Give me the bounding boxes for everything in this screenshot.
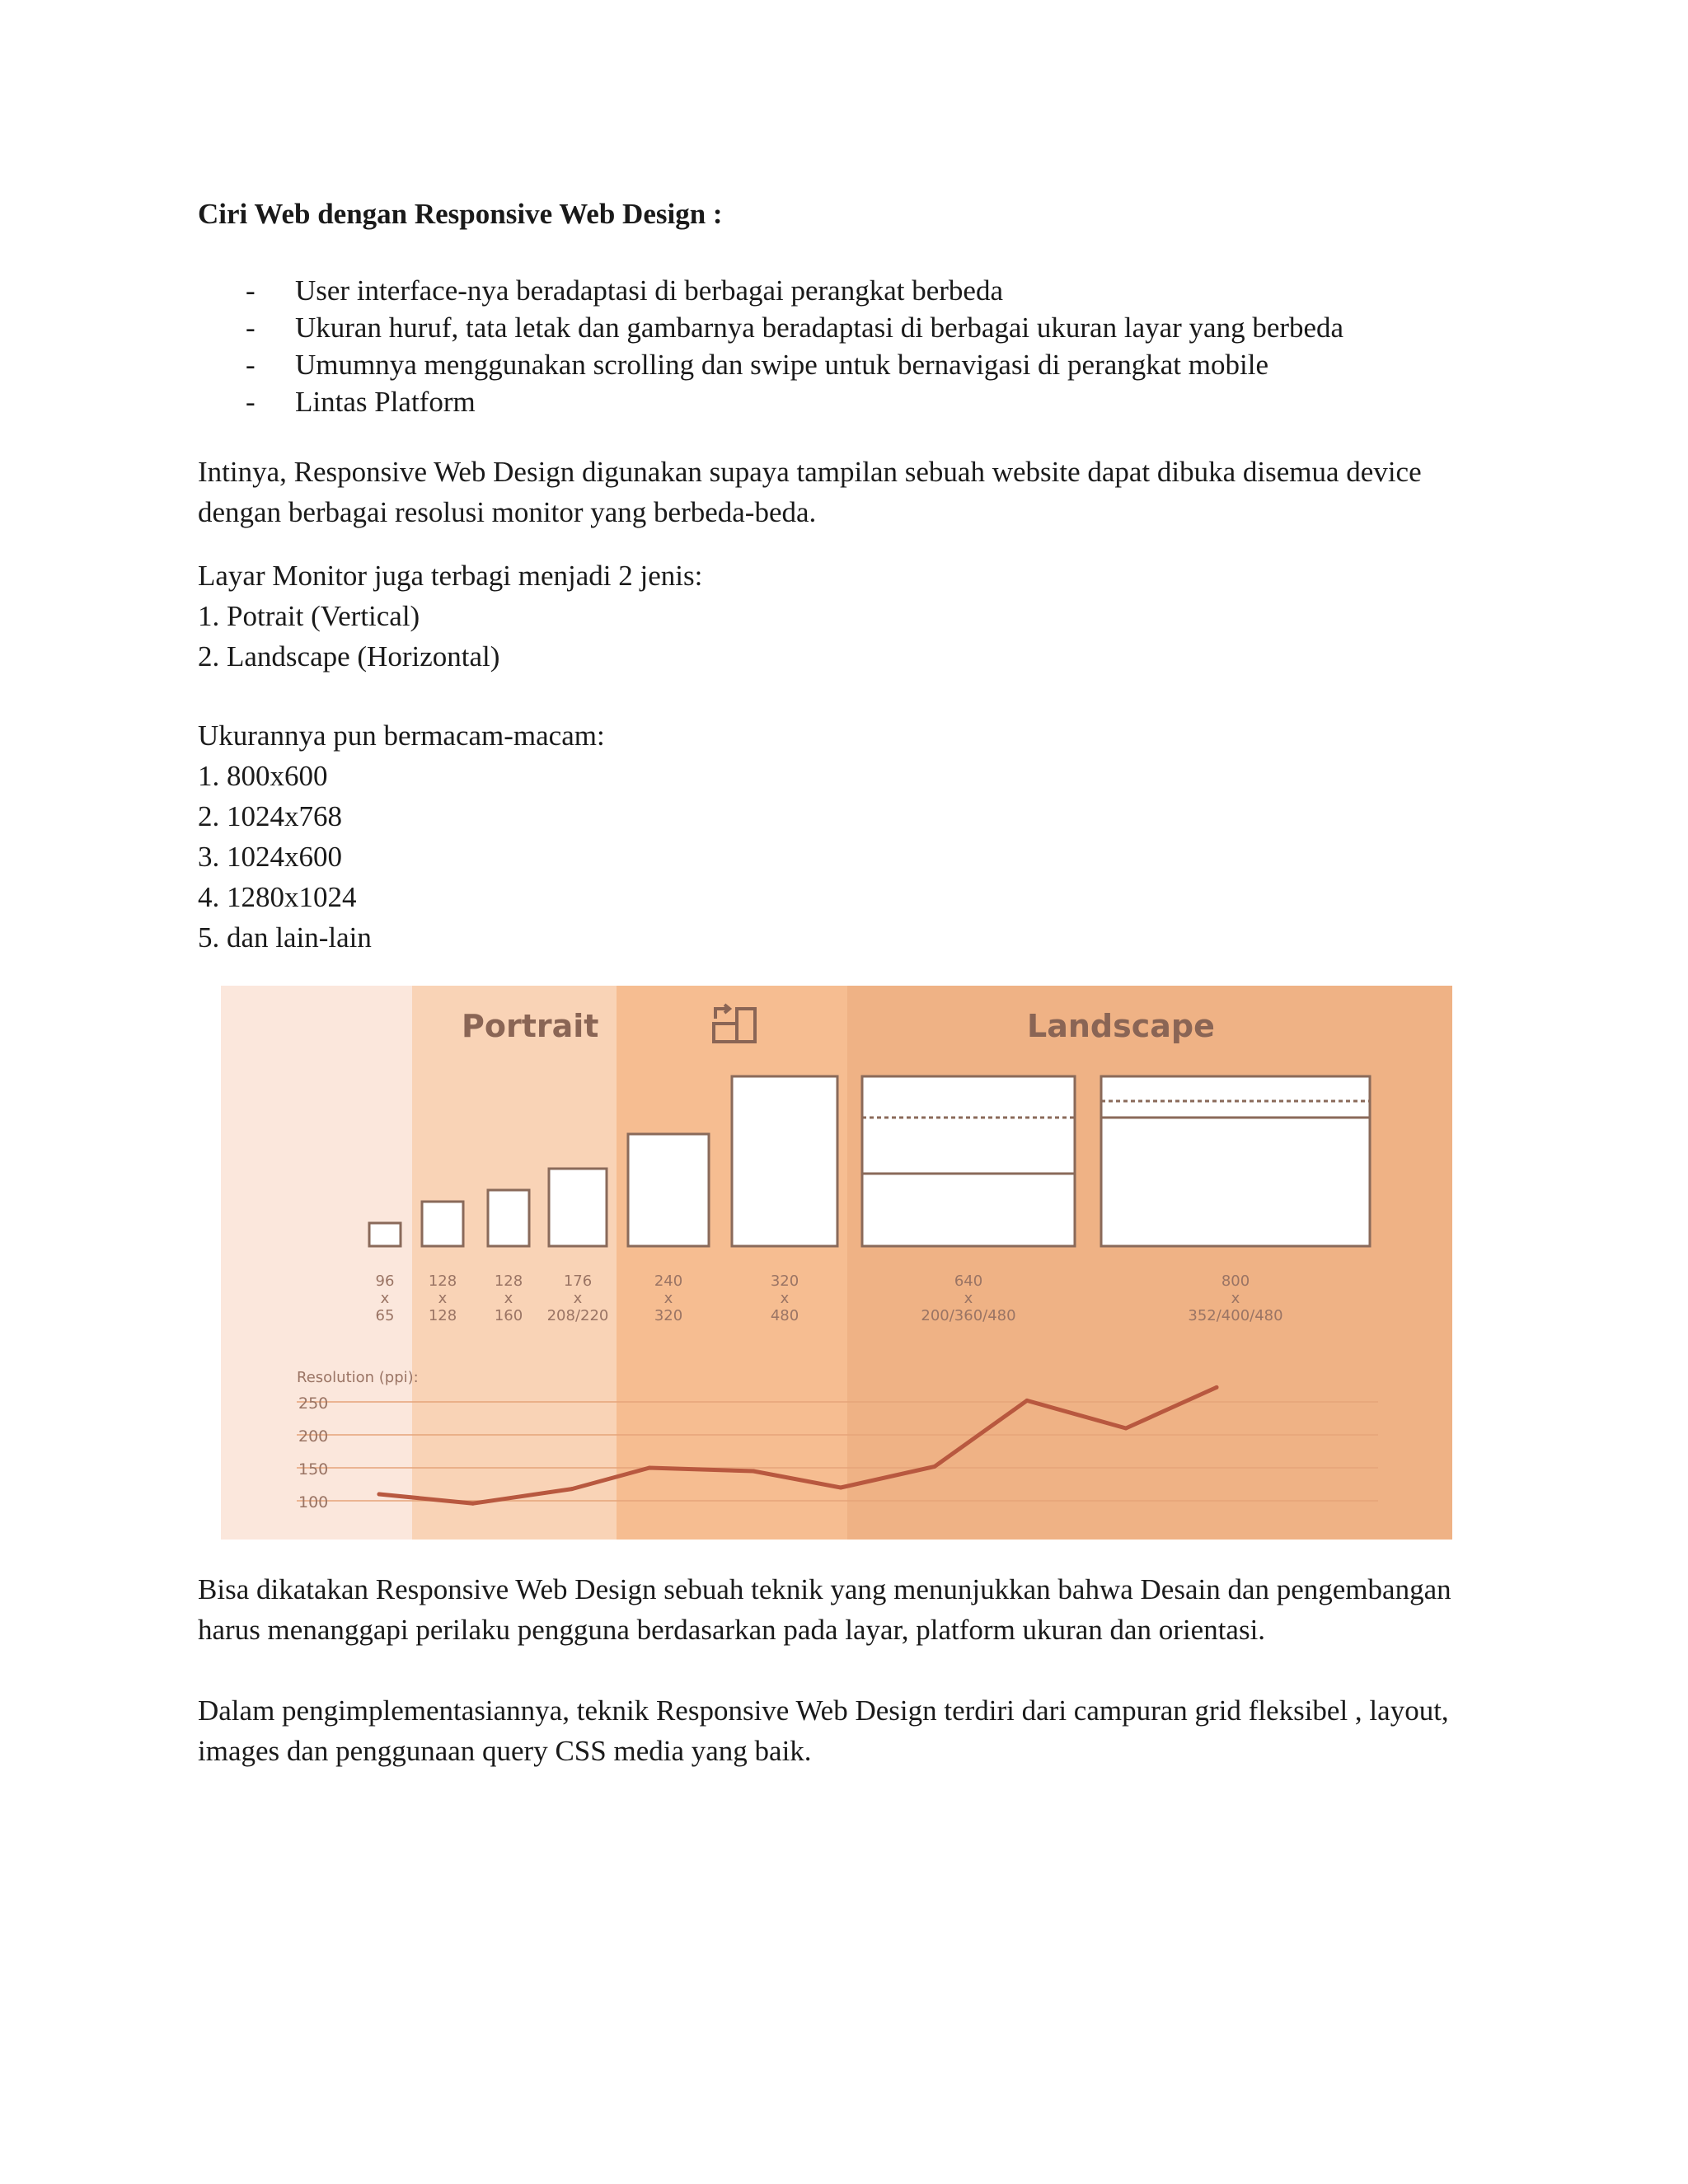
device-size-width: 320	[770, 1272, 799, 1290]
list-item-text: Lintas Platform	[295, 386, 476, 418]
paragraph-bisa: Bisa dikatakan Responsive Web Design sebuah teknik yang menunjukkan bahwa Desain dan pengembangan harus menanggapi perilaku pengguna berdasarkan pada layar, platform ukuran dan orientasi.	[198, 1573, 1451, 1646]
device-size-width: 128	[428, 1272, 457, 1290]
resolution-point	[839, 1486, 843, 1490]
resolution-axis-label: Resolution (ppi):	[297, 1369, 419, 1386]
device-size-width: 128	[494, 1272, 523, 1290]
list-item: 2. 1024x768	[198, 800, 342, 832]
device-size-width: 96	[375, 1272, 395, 1290]
device-size-separator: x	[504, 1290, 513, 1307]
list-item-text: Ukuran huruf, tata letak dan gambarnya beradaptasi di berbagai ukuran layar yang berbeda	[295, 312, 1344, 344]
bullet-dash: -	[246, 349, 256, 381]
device-size-separator: x	[438, 1290, 448, 1307]
figure-band-2	[412, 986, 617, 1540]
device-screen-3	[488, 1190, 529, 1246]
list-item-text: User interface-nya beradaptasi di berbagai perangkat berbeda	[295, 274, 1003, 307]
resolution-point	[752, 1469, 756, 1474]
device-size-width: 240	[654, 1272, 683, 1290]
device-size-separator: x	[663, 1290, 673, 1307]
list-item-text: Umumnya menggunakan scrolling dan swipe untuk bernavigasi di perangkat mobile	[295, 349, 1268, 381]
list-heading: Layar Monitor juga terbagi menjadi 2 jenis:	[198, 560, 703, 592]
screen-sizes-list	[198, 715, 605, 958]
bullet-dash: -	[246, 312, 256, 344]
resolution-point	[1025, 1399, 1029, 1403]
bullet-dash: -	[246, 274, 256, 307]
resolution-tick-label: 100	[298, 1493, 329, 1511]
resolution-tick-label: 150	[298, 1460, 329, 1479]
device-size-separator: x	[1231, 1290, 1240, 1307]
paragraph-dalam: Dalam pengimplementasiannya, teknik Responsive Web Design terdiri dari campuran grid fleksibel , layout, images dan penggunaan query CSS media yang baik.	[198, 1694, 1449, 1767]
list-item	[198, 309, 1343, 346]
section-title: Ciri Web dengan Responsive Web Design :	[198, 198, 723, 230]
list-item: 1. Potrait (Vertical)	[198, 600, 420, 632]
figure-band-4	[847, 986, 1452, 1540]
resolution-point	[933, 1465, 937, 1469]
paragraph-intinya: Intinya, Responsive Web Design digunakan supaya tampilan sebuah website dapat dibuka disemua device dengan berbagai resolusi monitor yang berbeda-beda.	[198, 456, 1422, 528]
device-size-separator: x	[573, 1290, 583, 1307]
device-screen-5	[628, 1134, 709, 1246]
list-item	[198, 383, 1343, 420]
list-item	[198, 346, 1343, 383]
resolution-point	[1215, 1385, 1219, 1390]
resolution-tick-label: 250	[298, 1394, 329, 1413]
resolution-tick-label: 200	[298, 1427, 329, 1446]
device-size-separator: x	[964, 1290, 973, 1307]
list-item	[198, 272, 1343, 309]
list-item: 1. 800x600	[198, 760, 328, 792]
resolution-point	[377, 1493, 382, 1497]
list-heading: Ukurannya pun bermacam-macam:	[198, 719, 605, 752]
list-item: 3. 1024x600	[198, 841, 342, 873]
device-size-height: 208/220	[546, 1307, 609, 1324]
device-size-height: 480	[770, 1307, 799, 1324]
device-size-separator: x	[380, 1290, 390, 1307]
resolution-point	[570, 1487, 574, 1491]
device-size-height: 320	[654, 1307, 683, 1324]
list-item: 5. dan lain-lain	[198, 921, 372, 954]
device-size-width: 640	[954, 1272, 983, 1290]
list-item: 4. 1280x1024	[198, 881, 357, 913]
feature-list	[198, 272, 1343, 420]
list-item: 2. Landscape (Horizontal)	[198, 640, 500, 673]
screen-types-list	[198, 555, 702, 677]
figure-band-3	[617, 986, 847, 1540]
device-screen-4	[549, 1169, 607, 1246]
device-size-height: 128	[428, 1307, 457, 1324]
device-screen-7	[862, 1076, 1075, 1246]
device-size-height: 352/400/480	[1188, 1307, 1283, 1324]
device-screen-2	[422, 1202, 463, 1246]
landscape-label: Landscape	[1027, 1008, 1215, 1044]
device-screen-1	[369, 1223, 401, 1246]
bullet-dash: -	[246, 386, 256, 418]
device-size-width: 176	[563, 1272, 593, 1290]
device-screen-6	[732, 1076, 837, 1246]
resolution-point	[1124, 1427, 1128, 1431]
resolution-point	[471, 1502, 476, 1506]
screen-size-figure	[221, 986, 1452, 1540]
screen-size-illustration	[221, 986, 1452, 1540]
portrait-label: Portrait	[462, 1008, 599, 1044]
device-size-separator: x	[780, 1290, 790, 1307]
device-size-width: 800	[1221, 1272, 1250, 1290]
device-size-height: 65	[375, 1307, 395, 1324]
device-size-height: 200/360/480	[921, 1307, 1016, 1324]
device-size-height: 160	[494, 1307, 523, 1324]
figure-band-1	[221, 986, 412, 1540]
resolution-point	[648, 1466, 652, 1470]
